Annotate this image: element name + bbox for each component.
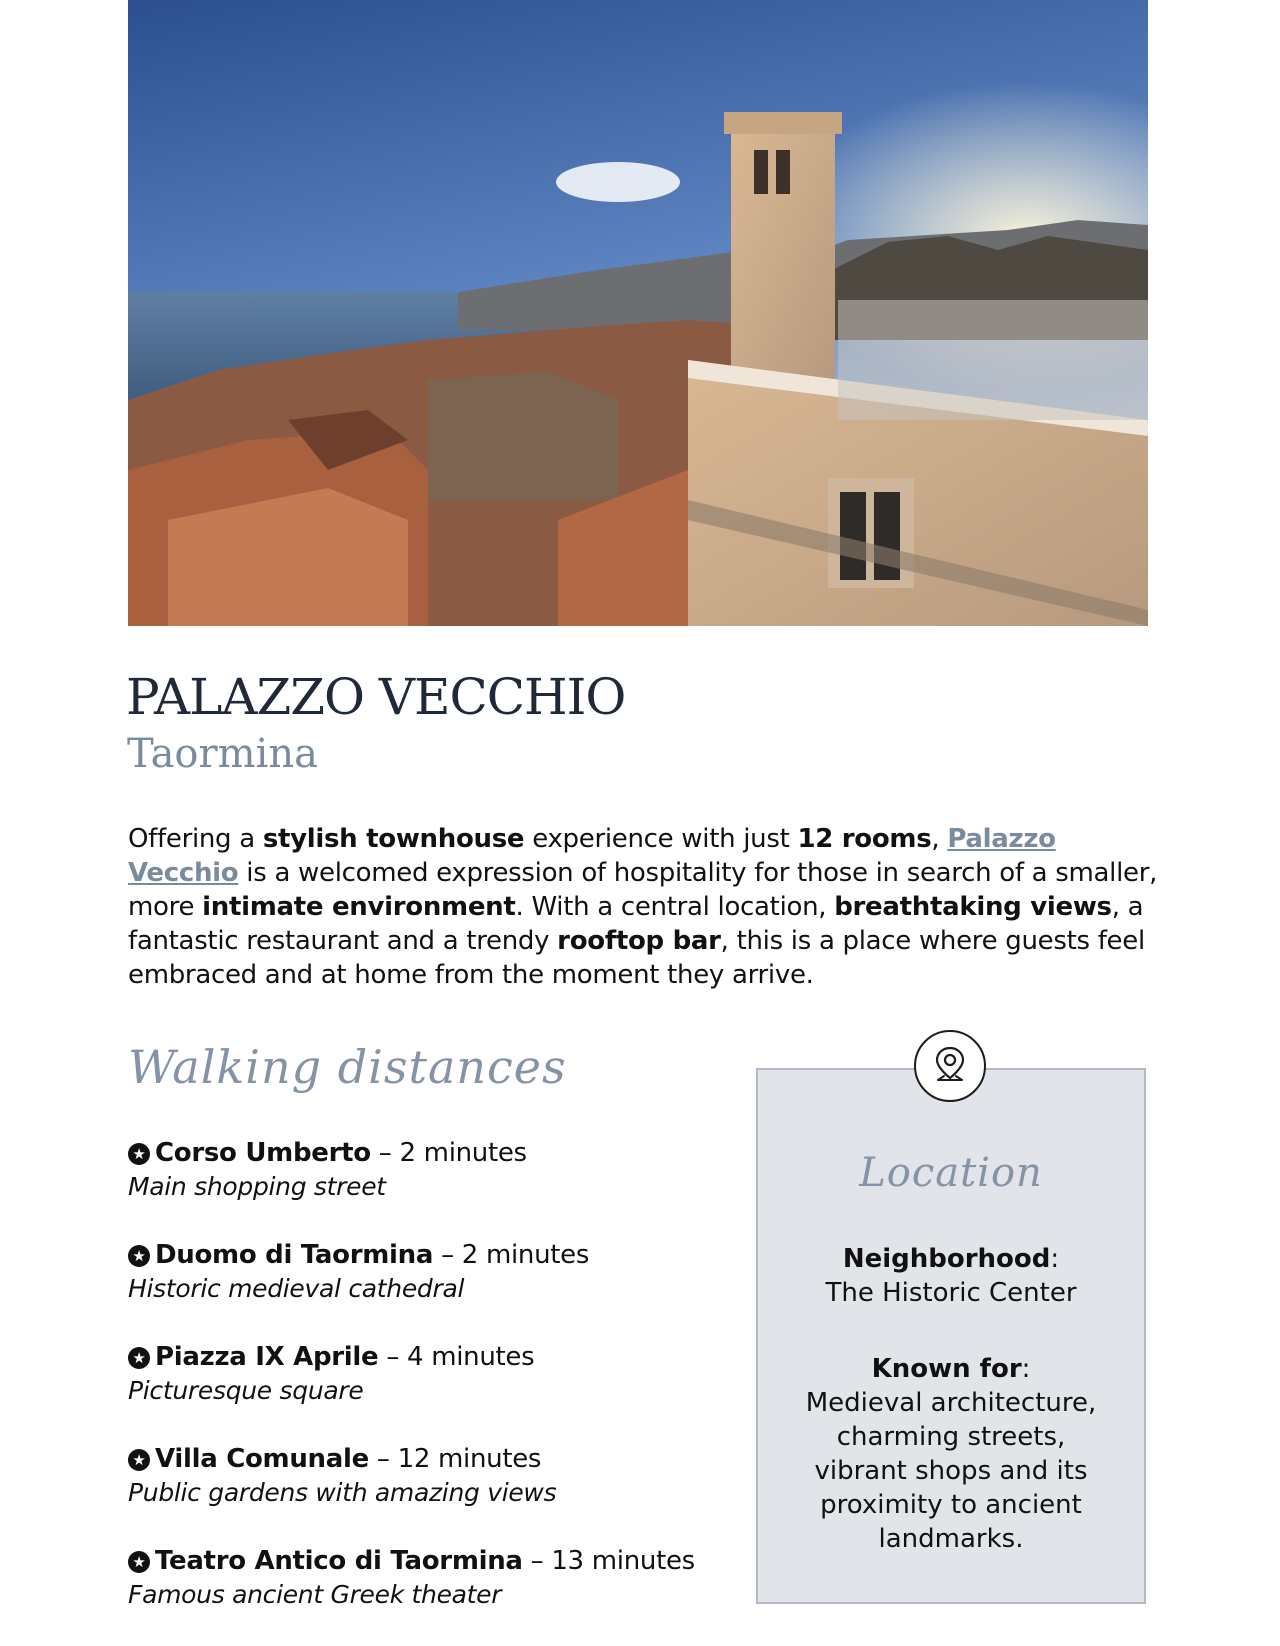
known-for-value: Medieval architecture, charming streets, vibrant shops and its proximity to ancient landmarks. bbox=[805, 1388, 1097, 1554]
place-name: Corso Umberto bbox=[155, 1138, 371, 1168]
walking-distances-heading: Walking distances bbox=[128, 1040, 567, 1094]
label-colon: : bbox=[1050, 1244, 1060, 1274]
map-pin-icon bbox=[914, 1030, 986, 1102]
city-subtitle: Taormina bbox=[127, 731, 318, 777]
list-item bbox=[128, 1340, 728, 1442]
intro-text: , this is a place where guests feel embraced and at home from the moment they arrive. bbox=[128, 926, 1145, 990]
intro-text: . With a central location, bbox=[515, 892, 835, 922]
intro-text: , a fantastic restaurant and a trendy bbox=[128, 892, 1144, 956]
intro-highlight: breathtaking views bbox=[834, 892, 1112, 922]
star-circle-icon: ★ bbox=[128, 1143, 150, 1165]
list-item bbox=[128, 1544, 728, 1646]
place-description: Picturesque square bbox=[128, 1376, 364, 1405]
intro-text: Offering a bbox=[128, 824, 263, 854]
place-name: Villa Comunale bbox=[155, 1444, 369, 1474]
walk-time: – 12 minutes bbox=[368, 1444, 542, 1474]
hero-photo bbox=[128, 0, 1148, 626]
neighborhood-label bbox=[758, 1242, 1144, 1276]
neighborhood-value: The Historic Center bbox=[825, 1278, 1077, 1308]
place-description: Historic medieval cathedral bbox=[128, 1274, 465, 1303]
star-circle-icon: ★ bbox=[128, 1551, 150, 1573]
known-for-label bbox=[758, 1352, 1144, 1386]
intro-text: , bbox=[931, 824, 948, 854]
list-item bbox=[128, 1136, 728, 1238]
list-item bbox=[128, 1238, 728, 1340]
intro-highlight: 12 rooms bbox=[797, 824, 932, 854]
place-name: Duomo di Taormina bbox=[155, 1240, 434, 1270]
intro-text: experience with just bbox=[524, 824, 798, 854]
intro-highlight: stylish townhouse bbox=[262, 824, 525, 854]
star-circle-icon: ★ bbox=[128, 1347, 150, 1369]
place-description: Main shopping street bbox=[128, 1172, 386, 1201]
known-for-label-text: Known for bbox=[871, 1354, 1022, 1384]
intro-highlight: rooftop bar bbox=[557, 926, 721, 956]
place-description: Famous ancient Greek theater bbox=[128, 1580, 502, 1609]
hotel-link[interactable]: Palazzo Vecchio bbox=[128, 824, 1056, 888]
intro-text: is a welcomed expression of hospitality for those in search of a smaller, more bbox=[128, 858, 1158, 922]
list-item bbox=[128, 1442, 728, 1544]
location-heading: Location bbox=[859, 1150, 1043, 1196]
star-circle-icon: ★ bbox=[128, 1245, 150, 1267]
walk-time: – 2 minutes bbox=[433, 1240, 590, 1270]
place-description: Public gardens with amazing views bbox=[128, 1478, 557, 1507]
place-name: Piazza IX Aprile bbox=[155, 1342, 379, 1372]
walking-distances-list bbox=[128, 1136, 728, 1646]
neighborhood-label-text: Neighborhood bbox=[842, 1244, 1051, 1274]
intro-highlight: intimate environment bbox=[202, 892, 516, 922]
hotel-name: PALAZZO VECCHIO bbox=[126, 668, 626, 726]
location-card bbox=[756, 1068, 1146, 1604]
walk-time: – 13 minutes bbox=[522, 1546, 695, 1576]
star-circle-icon: ★ bbox=[128, 1449, 150, 1471]
intro-paragraph bbox=[128, 822, 1158, 992]
label-colon: : bbox=[1021, 1354, 1031, 1384]
place-name: Teatro Antico di Taormina bbox=[155, 1546, 523, 1576]
walk-time: – 2 minutes bbox=[370, 1138, 527, 1168]
walk-time: – 4 minutes bbox=[378, 1342, 535, 1372]
